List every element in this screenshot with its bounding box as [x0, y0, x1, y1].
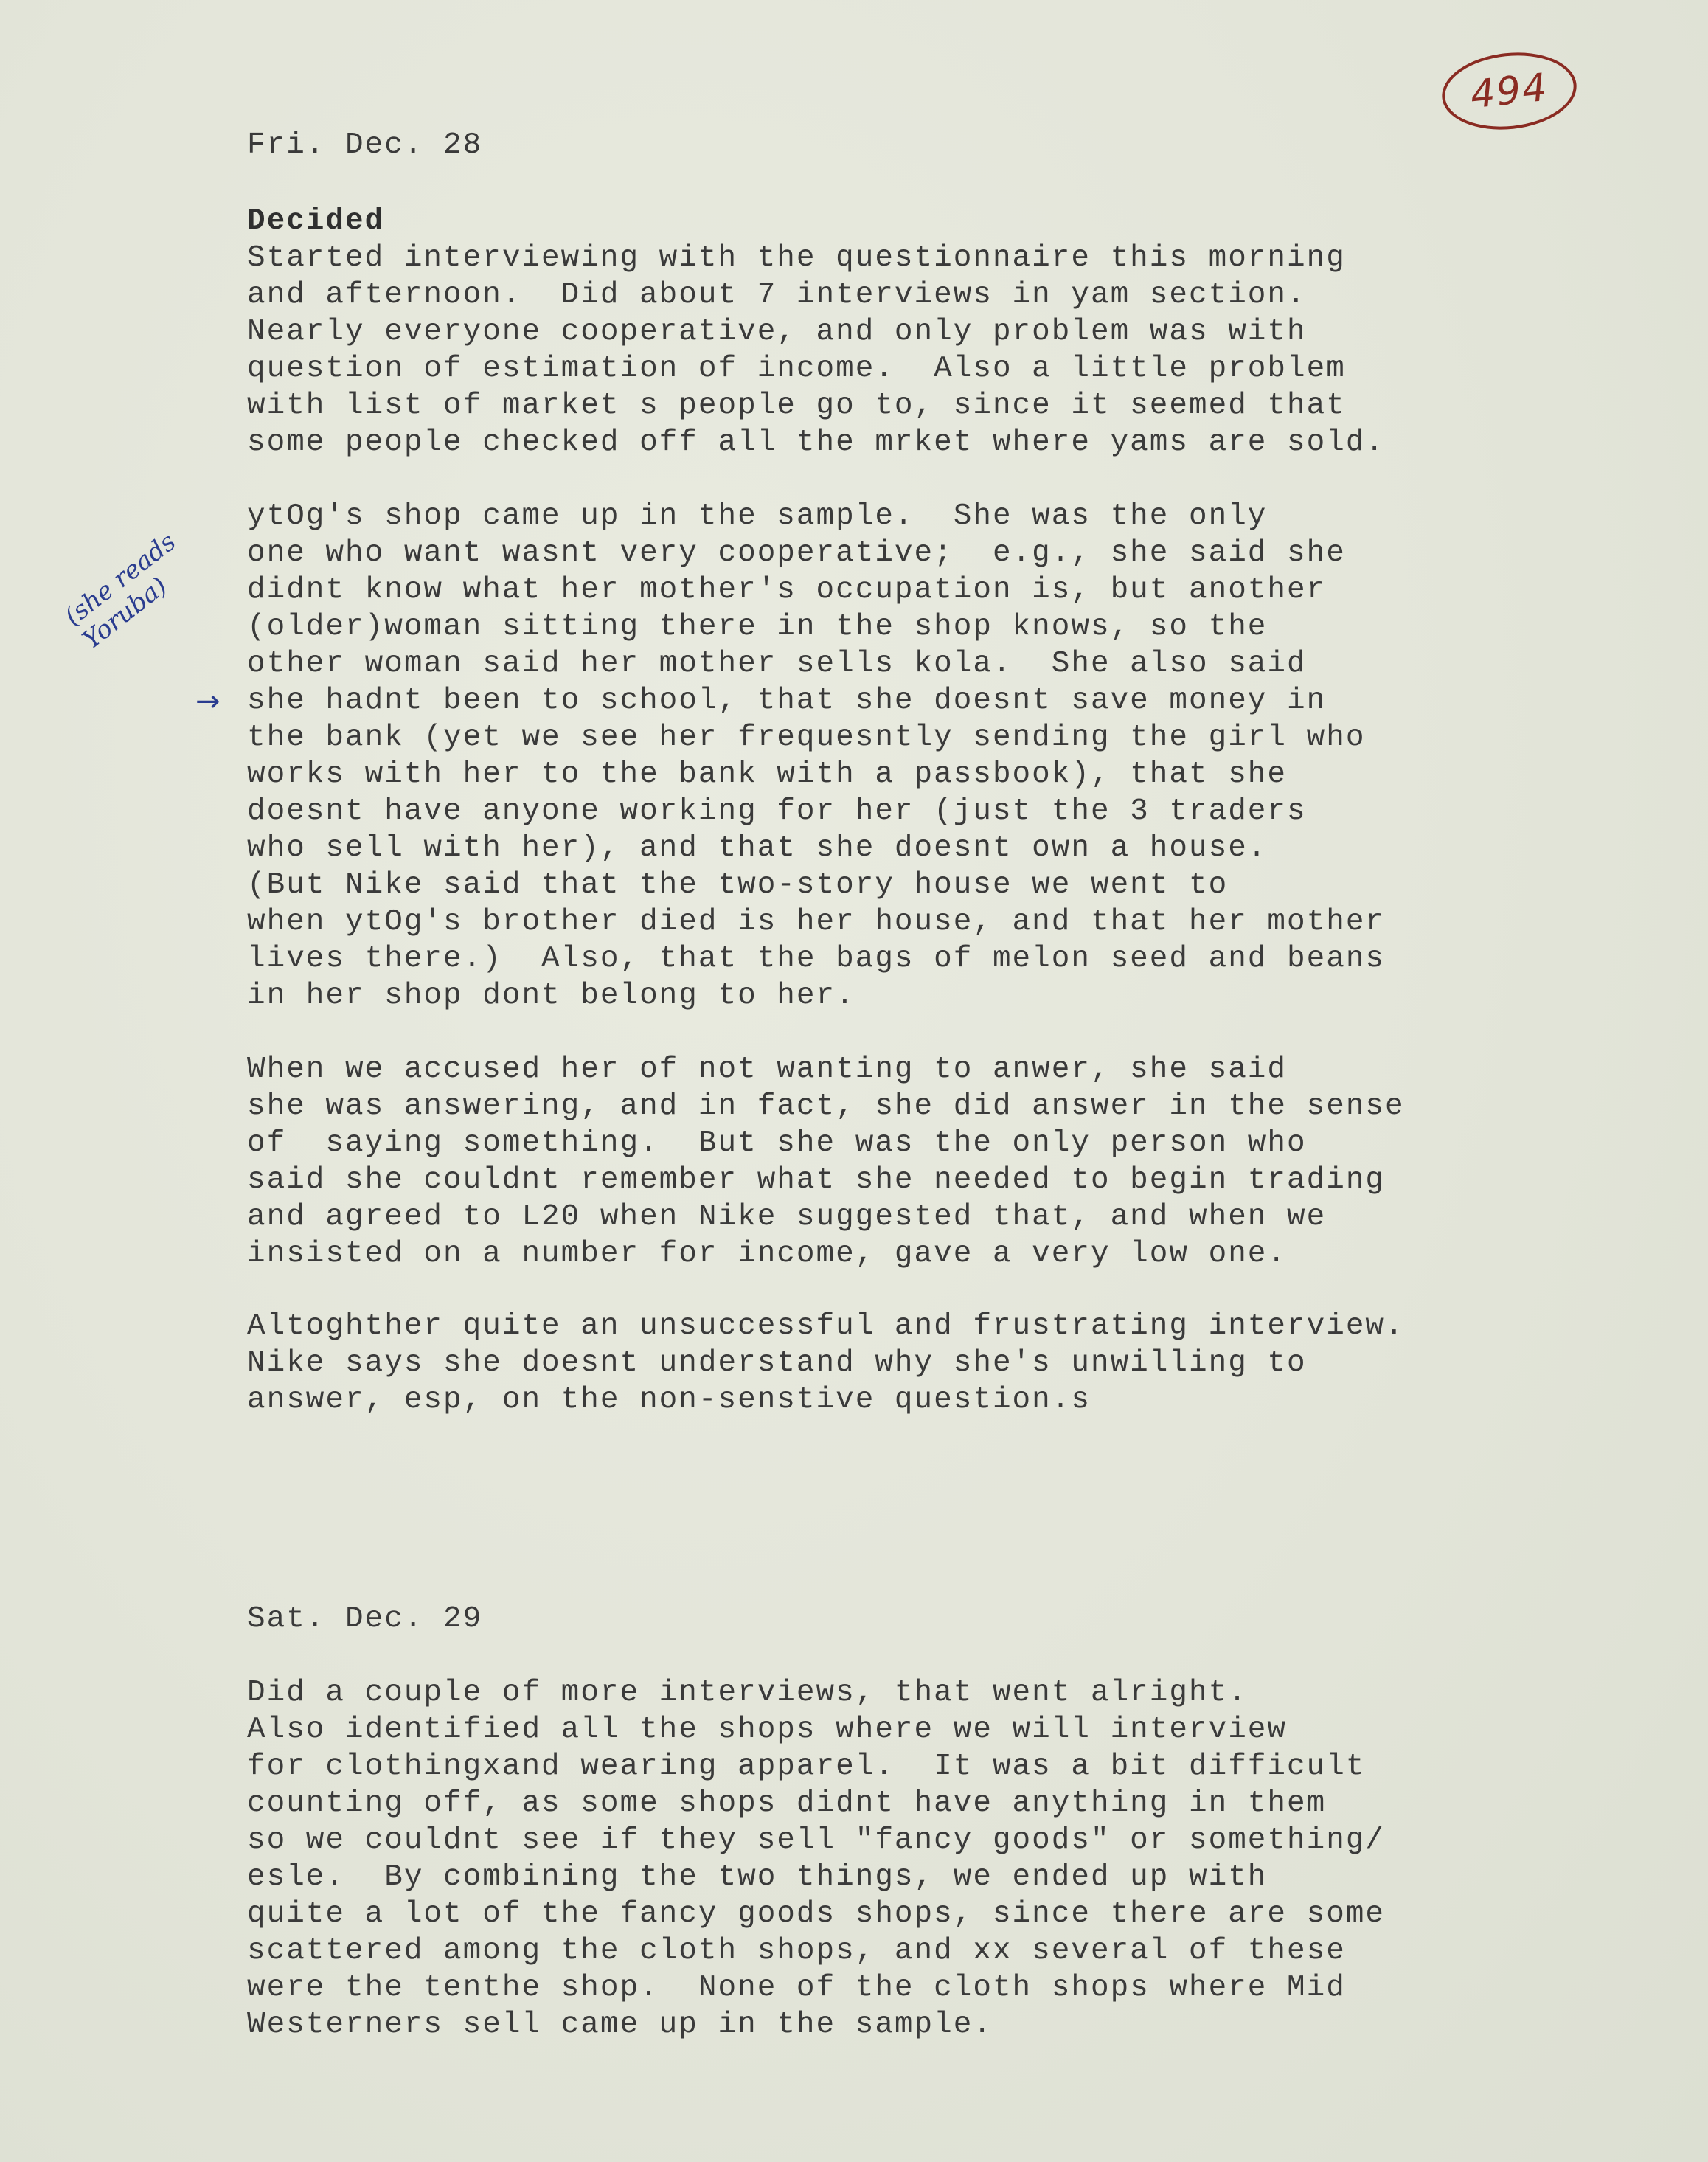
text-line: Did a couple of more interviews, that went alright.: [247, 1676, 1248, 1710]
entry-date: Sat. Dec. 29: [247, 1602, 483, 1636]
text-line: When we accused her of not wanting to anwer, she said: [247, 1053, 1288, 1087]
text-line: with list of market s people go to, since it seemed that: [247, 389, 1346, 423]
text-line: didnt know what her mother's occupation is, but another: [247, 573, 1327, 607]
text-line: insisted on a number for income, gave a very low one.: [247, 1237, 1288, 1271]
text-line: the bank (yet we see her frequesntly sending the girl who: [247, 721, 1366, 755]
text-line: said she couldnt remember what she needed to begin trading: [247, 1163, 1386, 1197]
text-line: counting off, as some shops didnt have anything in them: [247, 1787, 1327, 1820]
arrow-icon: →: [195, 685, 221, 718]
text-line: Nike says she doesnt understand why she's unwilling to: [247, 1346, 1307, 1380]
text-line: works with her to the bank with a passbook), that she: [247, 758, 1288, 791]
entry-date: Fri. Dec. 28: [247, 128, 483, 162]
page-number-circle: [1438, 46, 1580, 136]
text-line: for clothingxand wearing apparel. It was a bit difficult: [247, 1750, 1366, 1784]
text-line: esle. By combining the two things, we ended up with: [247, 1860, 1268, 1894]
text-line: (But Nike said that the two-story house we went to: [247, 868, 1229, 902]
text-line: scattered among the cloth shops, and xx several of these: [247, 1934, 1346, 1968]
text-line: she was answering, and in fact, she did answer in the sense: [247, 1089, 1405, 1123]
page-number: 494: [1468, 65, 1550, 117]
text-line: doesnt have anyone working for her (just the 3 traders: [247, 794, 1307, 828]
text-line: who sell with her), and that she doesnt own a house.: [247, 831, 1268, 865]
text-line: one who want wasnt very cooperative; e.g., she said she: [247, 536, 1346, 570]
text-line: ytOg's shop came up in the sample. She was the only: [247, 499, 1268, 533]
text-line: question of estimation of income. Also a little problem: [247, 352, 1346, 386]
text-line: answer, esp, on the non-senstive question.s: [247, 1383, 1091, 1417]
text-line: in her shop dont belong to her.: [247, 979, 855, 1013]
text-line: other woman said her mother sells kola. She also said: [247, 647, 1307, 681]
text-line: (older)woman sitting there in the shop knows, so the: [247, 610, 1268, 644]
text-line: so we couldnt see if they sell "fancy goods" or something/: [247, 1823, 1386, 1857]
text-line: Westerners sell came up in the sample.: [247, 2008, 993, 2042]
struck-heading: Decided: [247, 204, 385, 238]
text-line: Altoghther quite an unsuccessful and frustrating interview.: [247, 1309, 1405, 1343]
text-line: of saying something. But she was the only person who: [247, 1126, 1307, 1160]
text-line: quite a lot of the fancy goods shops, since there are some: [247, 1897, 1386, 1931]
text-line: lives there.) Also, that the bags of melon seed and beans: [247, 942, 1386, 976]
text-line: Also identified all the shops where we will interview: [247, 1713, 1288, 1747]
text-line: Started interviewing with the questionnaire this morning: [247, 241, 1346, 275]
text-line: were the tenthe shop. None of the cloth shops where Mid: [247, 1971, 1346, 2005]
text-line: and agreed to L20 when Nike suggested that, and when we: [247, 1200, 1327, 1234]
text-line: Nearly everyone cooperative, and only problem was with: [247, 315, 1307, 349]
text-line: when ytOg's brother died is her house, and that her mother: [247, 905, 1386, 939]
handwritten-margin-note: (she reads Yoruba): [59, 527, 182, 656]
text-line: and afternoon. Did about 7 interviews in yam section.: [247, 278, 1307, 312]
text-line: she hadnt been to school, that she doesnt save money in: [247, 684, 1327, 718]
text-line: some people checked off all the mrket where yams are sold.: [247, 426, 1386, 460]
